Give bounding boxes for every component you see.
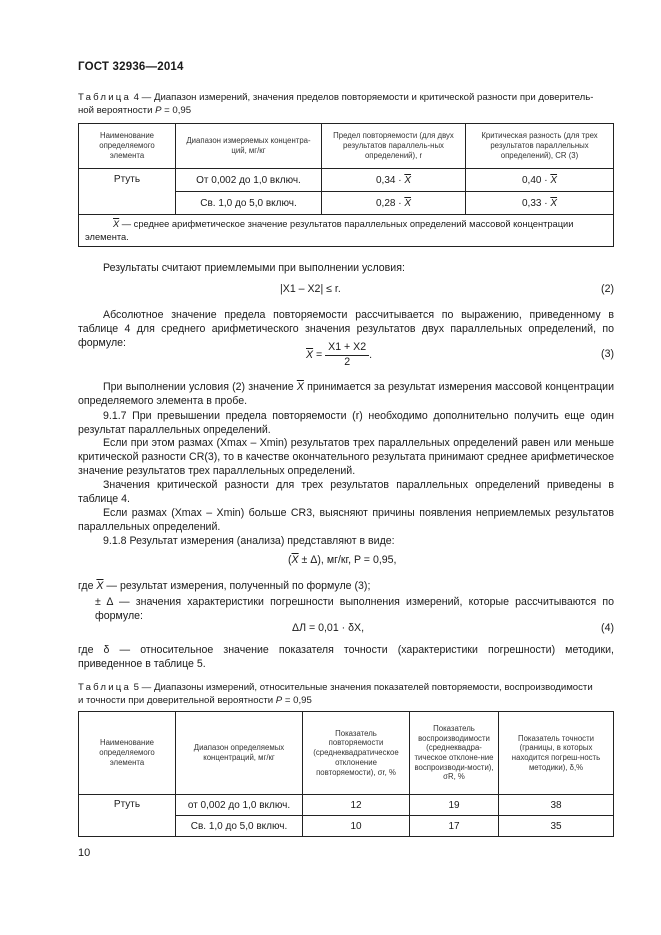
- table5: [78, 711, 614, 837]
- where-item: где δ — относительное значение показателя точности (характеристики погрешности) методики, приведенное в таблице 5.: [78, 644, 614, 670]
- table4-header-element: Наименование определяемого элемента: [79, 124, 176, 169]
- table4-r-value: $0,34 \cdot \overline{X}$: [322, 169, 466, 192]
- equation-3-number: (3): [601, 348, 614, 360]
- table4-caption: [78, 92, 614, 117]
- equation-2-number: (2): [601, 283, 614, 295]
- table5-header-element: Наименование определяемого элемента: [79, 712, 176, 795]
- table5-caption-label: Таблица: [78, 682, 132, 693]
- table5-caption-line2: и точности при доверительной вероятности: [78, 694, 276, 706]
- table4-caption-p: P: [155, 104, 162, 116]
- table5-reproducibility-value: 17: [410, 816, 499, 837]
- table4-header-cr: Критическая разность (для трех результатов параллельных определений), CR (3): [466, 124, 614, 169]
- table5-accuracy-value: 35: [499, 816, 614, 837]
- equation-4-number: (4): [601, 622, 614, 634]
- table5-header-accuracy: Показатель точности (границы, в которых находится погреш-ность методики), δ,%: [499, 712, 614, 795]
- table4-caption-text: 4 — Диапазон измерений, значения пределов повторяемости и критической разности при доверитель-: [131, 92, 594, 103]
- paragraph: Если размах (Xmax – Xmin) больше CR3, выясняют причины появления неприемлемых результатов параллельных определений.: [78, 507, 614, 533]
- paragraph: При выполнении условия (2) значение $\overline{X}$ принимается за результат измерения массовой концентрации определяемого элемента в пробе.: [78, 381, 614, 407]
- table5-caption: [78, 682, 614, 707]
- table5-reproducibility-value: 19: [410, 795, 499, 816]
- table5-repeatability-value: 12: [303, 795, 410, 816]
- result-expression: $(\overline{X} \pm \Delta)$, мг/кг, P = 0,95,: [288, 554, 397, 566]
- page-number: 10: [78, 847, 91, 859]
- table4-caption-label: Таблица: [78, 92, 132, 103]
- table4-note: $\overline{X}$ — среднее арифметическое значение результатов параллельных определений массовой концентрации элемента.: [79, 215, 614, 247]
- table4-header-r: Предел повторяемости (для двух результатов параллель-ных определений), r: [322, 124, 466, 169]
- table5-accuracy-value: 38: [499, 795, 614, 816]
- table4-header-range: Диапазон измеряемых концентра-ций, мг/кг: [176, 124, 322, 169]
- table5-caption-text: 5 — Диапазоны измерений, относительные значения показателей повторяемости, воспроизводимости: [131, 682, 593, 693]
- table4-cr-value: $0,40 \cdot \overline{X}$: [466, 169, 614, 192]
- paragraph: Значения критической разности для трех результатов параллельных определений приведены в таблице 4.: [78, 479, 614, 505]
- paragraph: Абсолютное значение предела повторяемости рассчитывается по выражению, приведенному в таблице 4 для среднего арифметического значения результатов двух параллельных определений, по формуле:: [78, 309, 614, 349]
- table5-header-reproducibility: Показатель воспроизводимости (среднеквадра-тическое отклоне-ние воспроизводи-мости), σR, %: [410, 712, 499, 795]
- table4-cr-value: $0,33 \cdot \overline{X}$: [466, 192, 614, 215]
- equation-3-fraction: $\frac{X1 + X2}{2}$: [325, 341, 369, 370]
- table5-range: Св. 1,0 до 5,0 включ.: [176, 816, 303, 837]
- table-row: [79, 169, 614, 192]
- table-row: [79, 795, 614, 816]
- table4-caption-line2: ной вероятности: [78, 104, 156, 116]
- table5-caption-value: = 0,95: [282, 694, 312, 706]
- table5-element: Ртуть: [79, 795, 176, 837]
- table4-range: От 0,002 до 1,0 включ.: [176, 169, 322, 192]
- paragraph: 9.1.7 При превышении предела повторяемости (r) необходимо дополнительно получить еще один результат параллельных определений.: [78, 410, 614, 436]
- paragraph: Если при этом размах (Xmax – Xmin) результатов трех параллельных определений равен или меньше критической разности CR(3), то в качестве окончательного результата принимают среднее арифметическое значение результатов трех параллельных определений.: [78, 437, 614, 477]
- table4-caption-value: = 0,95: [161, 104, 192, 116]
- equation-2: |X1 – X2| ≤ r.: [280, 283, 341, 295]
- equation-3: $\overline{X}$ = $\frac{X1 + X2}{2}$ .: [306, 341, 373, 368]
- table4-range: Св. 1,0 до 5,0 включ.: [176, 192, 322, 215]
- table4-r-value: $0,28 \cdot \overline{X}$: [322, 192, 466, 215]
- paragraph: Результаты считают приемлемыми при выполнении условия:: [103, 262, 405, 274]
- table4-element: Ртуть: [79, 169, 176, 215]
- table5-caption-p: P: [275, 694, 283, 706]
- where-item: где $\overline{X}$ — результат измерения, полученный по формуле (3);: [78, 580, 371, 592]
- table5-range: от 0,002 до 1,0 включ.: [176, 795, 303, 816]
- table5-header-range: Диапазон определяемых концентраций, мг/кг: [176, 712, 303, 795]
- equation-4: ΔЛ = 0,01 · δX,: [292, 622, 365, 634]
- paragraph: 9.1.8 Результат измерения (анализа) представляют в виде:: [103, 535, 395, 547]
- where-item: ± Δ — значения характеристики погрешности выполнения измерений, которые рассчитываются по формуле:: [95, 596, 614, 622]
- table5-header-repeatability: Показатель повторяемости (среднеквадратическое отклонение повторяемости), σr, %: [303, 712, 410, 795]
- table5-repeatability-value: 10: [303, 816, 410, 837]
- table4: [78, 123, 614, 247]
- document-code: ГОСТ 32936—2014: [78, 61, 184, 73]
